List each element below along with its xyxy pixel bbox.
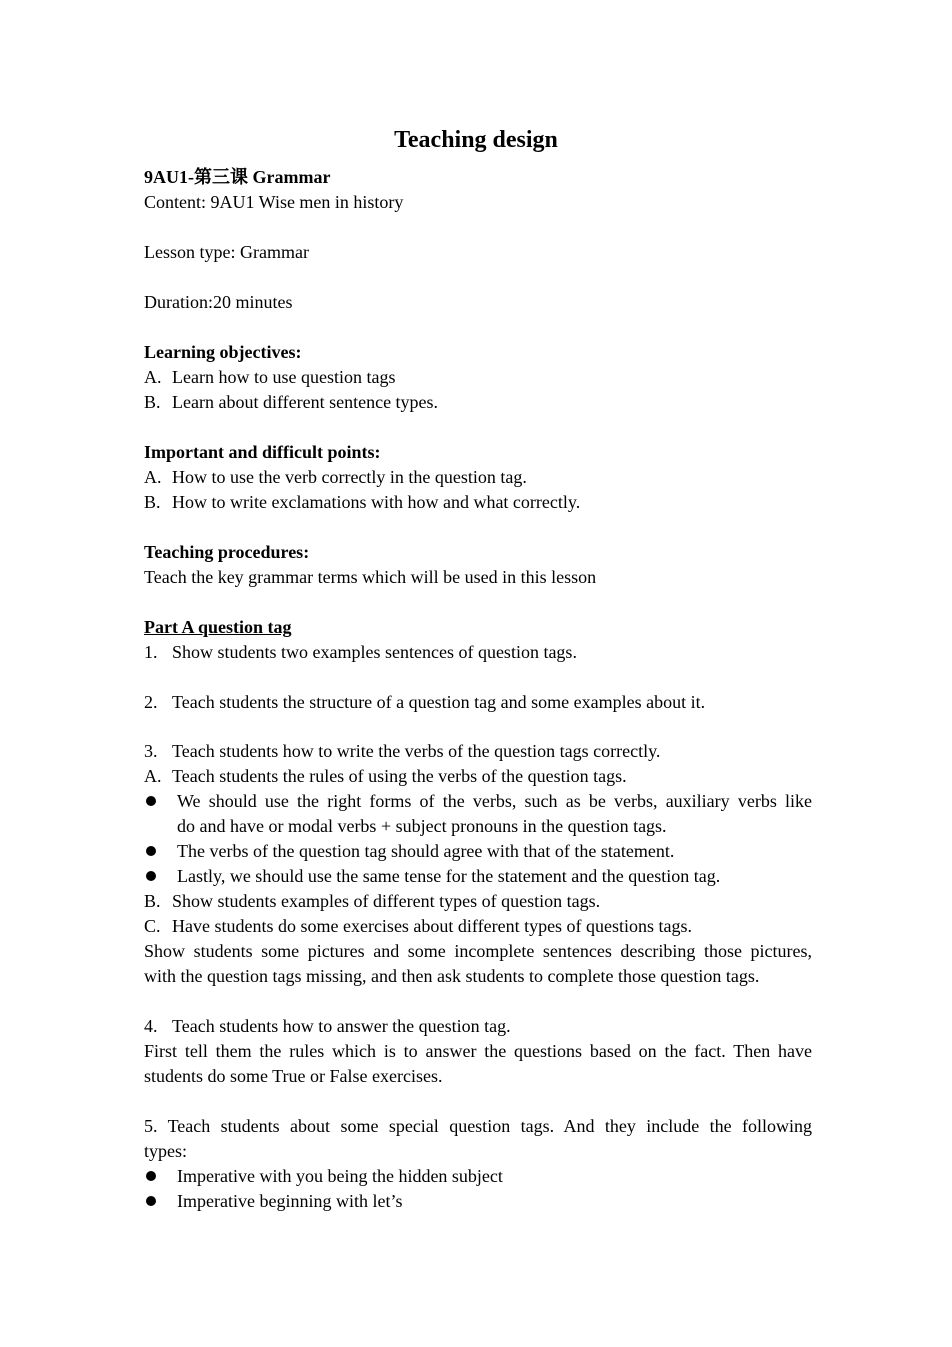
bullet-text: Lastly, we should use the same tense for the statement and the question tag. bbox=[177, 866, 721, 886]
bullet-dot-icon bbox=[146, 1171, 156, 1181]
step-item: 5. Teach students about some special question tags. And they include the following bbox=[144, 1116, 812, 1136]
step-marker: 2. bbox=[144, 692, 158, 712]
bullet-text: The verbs of the question tag should agree with that of the statement. bbox=[177, 841, 675, 861]
point-item bbox=[144, 490, 812, 515]
point-text: How to use the verb correctly in the question tag. bbox=[172, 467, 527, 487]
substep-item bbox=[144, 914, 812, 939]
objective-marker: A. bbox=[144, 367, 162, 387]
objective-item bbox=[144, 390, 812, 415]
objective-text: Learn about different sentence types. bbox=[172, 392, 439, 412]
objective-item bbox=[144, 365, 812, 390]
paragraph-line: with the question tags missing, and then ask students to complete those question tags. bbox=[144, 966, 760, 986]
substep-marker: B. bbox=[144, 891, 161, 911]
point-text: How to write exclamations with how and what correctly. bbox=[172, 492, 581, 512]
bullet-dot-icon bbox=[146, 871, 156, 881]
bullet-dot-icon bbox=[146, 1196, 156, 1206]
step-text: Teach students how to answer the question tag. bbox=[172, 1016, 511, 1036]
bullet-text: We should use the right forms of the verbs, such as be verbs, auxiliary verbs like bbox=[177, 791, 812, 811]
step-text: Teach students how to write the verbs of the question tags correctly. bbox=[172, 741, 661, 761]
substep-text: Show students examples of different types of question tags. bbox=[172, 891, 601, 911]
step-item bbox=[144, 1014, 812, 1039]
bullet-text: Imperative with you being the hidden subject bbox=[177, 1166, 503, 1186]
points-heading: Important and difficult points: bbox=[144, 442, 381, 462]
objectives-heading: Learning objectives: bbox=[144, 342, 302, 362]
step-item bbox=[144, 739, 812, 764]
step-marker: 3. bbox=[144, 741, 158, 761]
point-marker: A. bbox=[144, 467, 162, 487]
substep-item bbox=[144, 764, 812, 789]
paragraph-line: Show students some pictures and some incomplete sentences describing those pictures, bbox=[144, 941, 812, 961]
duration-line: Duration:20 minutes bbox=[144, 292, 293, 312]
substep-item bbox=[144, 889, 812, 914]
objective-text: Learn how to use question tags bbox=[172, 367, 396, 387]
procedures-intro: Teach the key grammar terms which will be used in this lesson bbox=[144, 567, 597, 587]
objective-marker: B. bbox=[144, 392, 161, 412]
lesson-subtitle: 9AU1-第三课 Grammar bbox=[144, 167, 331, 187]
bullet-text-continued: do and have or modal verbs + subject pronouns in the question tags. bbox=[177, 816, 667, 836]
substep-marker: C. bbox=[144, 916, 161, 936]
procedures-heading: Teaching procedures: bbox=[144, 542, 310, 562]
substep-marker: A. bbox=[144, 766, 162, 786]
step-marker: 4. bbox=[144, 1016, 158, 1036]
point-marker: B. bbox=[144, 492, 161, 512]
step-item bbox=[144, 690, 812, 715]
step-item bbox=[144, 640, 812, 665]
bullet-dot-icon bbox=[146, 846, 156, 856]
step-marker: 1. bbox=[144, 642, 158, 662]
bullet-text: Imperative beginning with let’s bbox=[177, 1191, 403, 1211]
step-text: Show students two examples sentences of question tags. bbox=[172, 642, 577, 662]
step-text-continued: types: bbox=[144, 1141, 187, 1161]
lesson-type-line: Lesson type: Grammar bbox=[144, 242, 309, 262]
point-item bbox=[144, 465, 812, 490]
paragraph-line: students do some True or False exercises. bbox=[144, 1066, 443, 1086]
substep-text: Teach students the rules of using the verbs of the question tags. bbox=[172, 766, 627, 786]
step-text: Teach students the structure of a question tag and some examples about it. bbox=[172, 692, 706, 712]
document-title: Teaching design bbox=[394, 127, 558, 153]
part-a-heading: Part A question tag bbox=[144, 617, 292, 637]
substep-text: Have students do some exercises about different types of questions tags. bbox=[172, 916, 693, 936]
paragraph-line: First tell them the rules which is to answer the questions based on the fact. Then have bbox=[144, 1041, 812, 1061]
bullet-dot-icon bbox=[146, 796, 156, 806]
content-line: Content: 9AU1 Wise men in history bbox=[144, 192, 404, 212]
